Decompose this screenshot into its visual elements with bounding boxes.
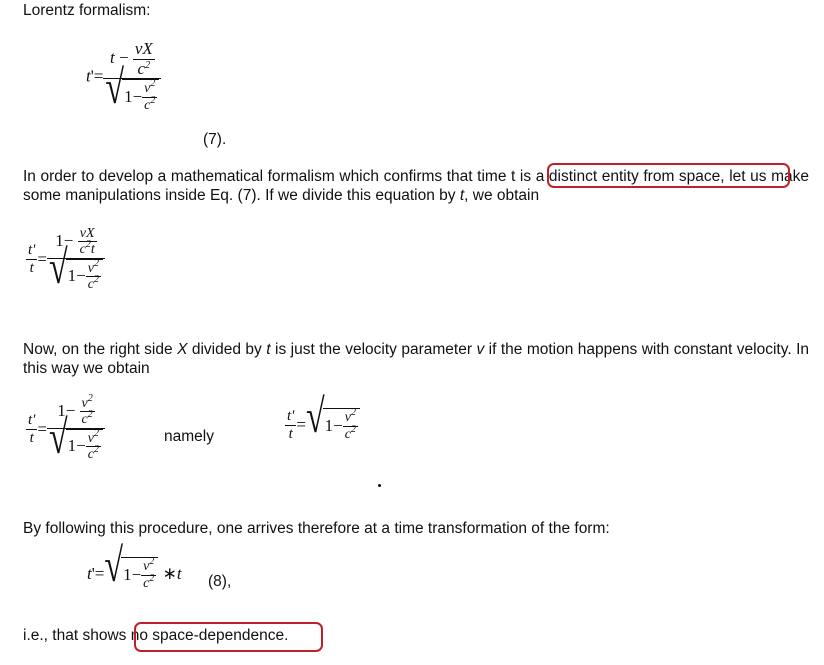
heading: Lorentz formalism:: [23, 2, 151, 19]
equation-substituted: $\frac{t'}{t}$ = 1− $\frac{v^2}{c^2}$ √ 1− $\frac{v^2}{c^2}$: [26, 396, 105, 463]
highlight-box-no-space-dependence: [134, 622, 323, 652]
highlight-distinct-entity: t is a distinct entity from space,: [511, 168, 725, 185]
paragraph-1: In order to develop a mathematical formalism which confirms that time t is a distinct entity from space, let us make some manipulations inside Eq. (7). If we divide this equation by t, we obtain: [23, 168, 809, 204]
equation-simplified: $\frac{t'}{t}$ = √ 1− $\frac{v^2}{c^2}$: [285, 408, 360, 442]
equation-7-label: (7).: [203, 131, 227, 148]
equation-8: t'= √ 1− $\frac{v^2}{c^2}$ ∗t: [87, 540, 182, 593]
stray-dot: [378, 484, 381, 487]
highlight-no-space-dependence: no space-dependence.: [130, 627, 289, 644]
equation-7: t'= t − $\frac{vX}{c^2}$ √ 1− $\frac{v^2}{c^2}$: [86, 40, 161, 113]
equation-8-label: (8),: [208, 573, 232, 590]
paragraph-3: By following this procedure, one arrives therefore at a time transformation of the form:: [23, 520, 610, 537]
paragraph-4: i.e., that shows no space-dependence.: [23, 627, 289, 644]
namely-label: namely: [164, 428, 214, 445]
equation-divided: $\frac{t'}{t}$ = 1− $\frac{vX}{c^2t}$ √ 1− $\frac{v^2}{c^2}$: [26, 226, 105, 293]
highlight-box-distinct-entity: [547, 163, 790, 188]
paragraph-2: Now, on the right side X divided by t is just the velocity parameter v if the motion happens with constant velocity. In this way we obtain: [23, 341, 809, 377]
